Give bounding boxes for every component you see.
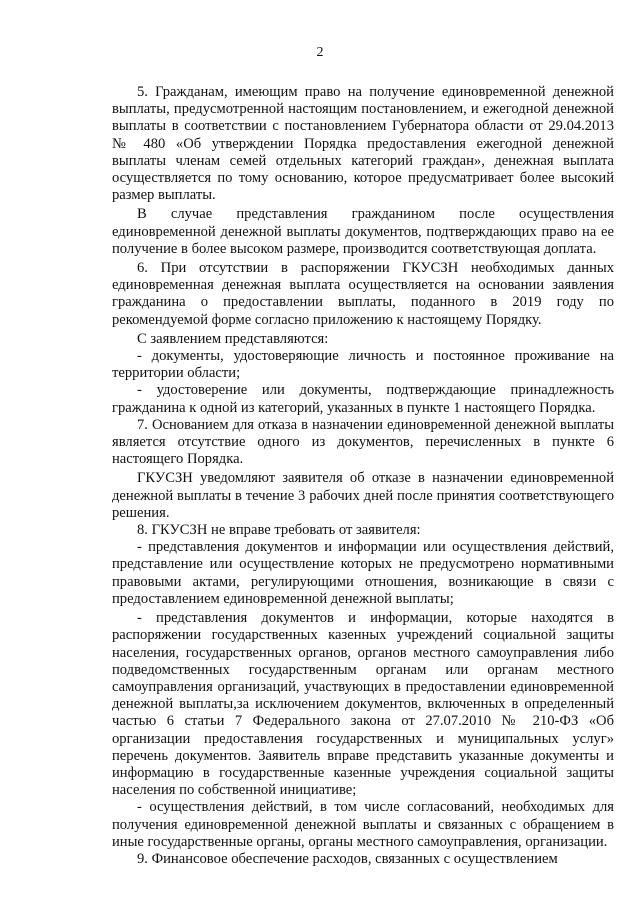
list-item-no-held-documents: - представления документов и информации, которые находятся в распоряжении государственных казенных учреждений социальной защиты населения, государственных органов, органов местного самоуправления либо подведомственных государственным органам или органам местного самоуправления организаций, участвующих в предоставлении единовременной денежной выплаты,за исключением документов, включенных в определенный частью 6 статьи 7 Федерального закона от 27.07.2010 № 210-ФЗ «Об организации предоставления государственных и муниципальных услуг» перечень документов. Заявитель вправе представить указанные документы и информацию в государственные казенные учреждения социальной защиты населения по собственной инициативе; xyxy=(112,610,614,799)
paragraph-9: 9. Финансовое обеспечение расходов, связанных с осуществлением xyxy=(137,850,558,867)
list-item-category-documents: - удостоверение или документы, подтверждающие принадлежность гражданина к одной из категорий, указанных в пункте 1 настоящего Порядка. xyxy=(112,382,614,416)
paragraph-5: 5. Гражданам, имеющим право на получение единовременной денежной выплаты, предусмотренной настоящим постановлением, и ежегодной денежной выплаты в соответствии с постановлением Губернатора области от 29.04.2013 № 480 «Об утверждении Порядка предоставления ежегодной денежной выплаты членам семей отдельных категорий граждан», денежная выплата осуществляется по тому основанию, которое предусматривает более высокий размер выплаты. xyxy=(112,84,614,204)
paragraph-6: 6. При отсутствии в распоряжении ГКУСЗН необходимых данных единовременная денежная выплата осуществляется на основании заявления гражданина о предоставлении выплаты, поданного в 2019 году по рекомендуемой форме согласно приложению к настоящему Порядку. xyxy=(112,260,614,328)
list-item-identity-documents: - документы, удостоверяющие личность и постоянное проживание на территории области; xyxy=(112,348,614,382)
page-number: 2 xyxy=(316,45,324,60)
paragraph-6-list-intro: С заявлением представляются: xyxy=(137,330,329,347)
document-body xyxy=(112,84,614,868)
list-item-no-unrequired-documents: - представления документов и информации или осуществления действий, представление или осуществление которых не предусмотрено нормативными правовыми актами, регулирующими отношения, возникающие в связи с предоставлением единовременной денежной выплаты; xyxy=(112,539,614,607)
paragraph-7-notice: ГКУСЗН уведомляют заявителя об отказе в назначении единовременной денежной выплаты в течение 3 рабочих дней после принятия соответствующего решения. xyxy=(112,470,614,521)
list-item-no-approvals: - осуществления действий, в том числе согласований, необходимых для получения единовременной денежной выплаты и связанных с обращением в иные государственные органы, органы местного самоуправления, организации. xyxy=(112,799,614,850)
paragraph-5-addendum: В случае представления гражданином после осуществления единовременной денежной выплаты документов, подтверждающих право на ее получение в более высоком размере, производится соответствующая доплата. xyxy=(112,206,614,257)
paragraph-8: 8. ГКУСЗН не вправе требовать от заявителя: xyxy=(137,522,421,539)
paragraph-7: 7. Основанием для отказа в назначении единовременной денежной выплаты является отсутствие одного из документов, перечисленных в пункте 6 настоящего Порядка. xyxy=(112,416,614,468)
